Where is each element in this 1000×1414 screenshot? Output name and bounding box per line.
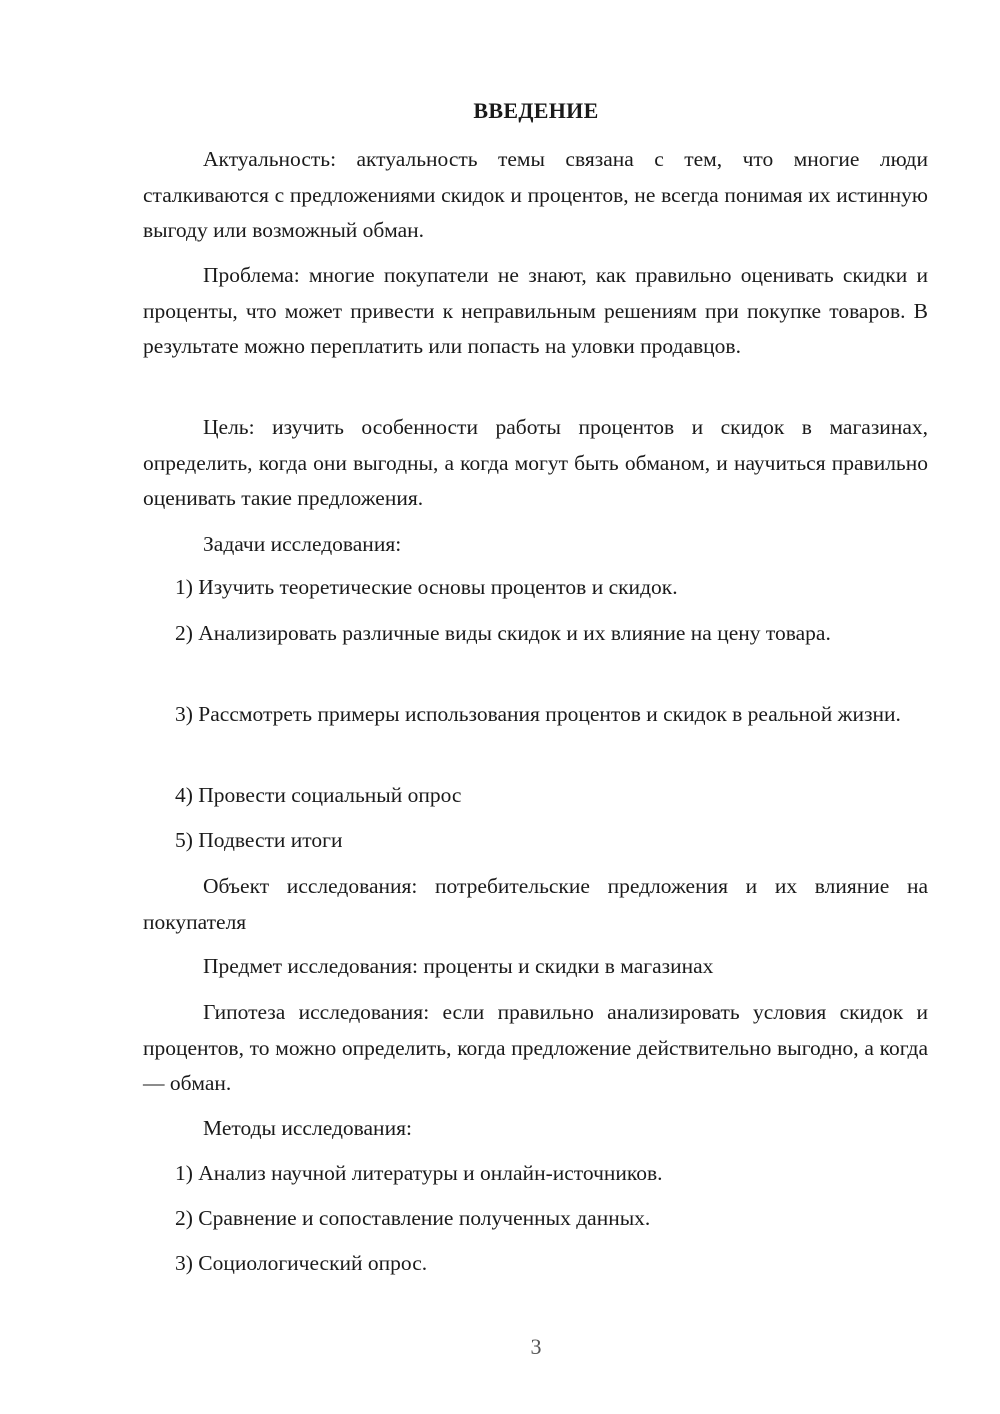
- list-item-method-2: 2) Сравнение и сопоставление полученных данных.: [175, 1206, 651, 1230]
- paragraph-goal: Цель: изучить особенности работы процентов и скидок в магазинах, определить, когда они выгодны, а когда могут быть обманом, и научиться правильно оценивать такие предложения.: [143, 415, 928, 510]
- list-item-method-3: 3) Социологический опрос.: [175, 1251, 428, 1275]
- list-item-task-5: 5) Подвести итоги: [175, 828, 343, 852]
- paragraph-object: Объект исследования: потребительские предложения и их влияние на покупателя: [143, 874, 928, 934]
- list-item-method-1: 1) Анализ научной литературы и онлайн-источников.: [175, 1161, 663, 1185]
- paragraph-hypothesis: Гипотеза исследования: если правильно анализировать условия скидок и процентов, то можно определить, когда предложение действительно выгодно, а когда — обман.: [143, 1000, 928, 1095]
- list-item-task-1: 1) Изучить теоретические основы процентов и скидок.: [175, 575, 678, 599]
- section-heading: ВВЕДЕНИЕ: [473, 98, 599, 123]
- paragraph-tasks-title: Задачи исследования:: [203, 532, 402, 556]
- paragraph-relevance: Актуальность: актуальность темы связана с тем, что многие люди сталкиваются с предложениями скидок и процентов, не всегда понимая их истинную выгоду или возможный обман.: [143, 147, 928, 242]
- page-number: 3: [530, 1334, 542, 1359]
- paragraph-problem: Проблема: многие покупатели не знают, как правильно оценивать скидки и проценты, что может привести к неправильным решениям при покупке товаров. В результате можно переплатить или попасть на уловки продавцов.: [143, 263, 928, 358]
- paragraph-methods-title: Методы исследования:: [203, 1116, 412, 1140]
- list-item-task-3: 3) Рассмотреть примеры использования процентов и скидок в реальной жизни.: [175, 702, 901, 726]
- list-item-task-4: 4) Провести социальный опрос: [175, 783, 462, 807]
- list-item-task-2: 2) Анализировать различные виды скидок и их влияние на цену товара.: [175, 621, 831, 645]
- paragraph-subject: Предмет исследования: проценты и скидки в магазинах: [203, 954, 714, 978]
